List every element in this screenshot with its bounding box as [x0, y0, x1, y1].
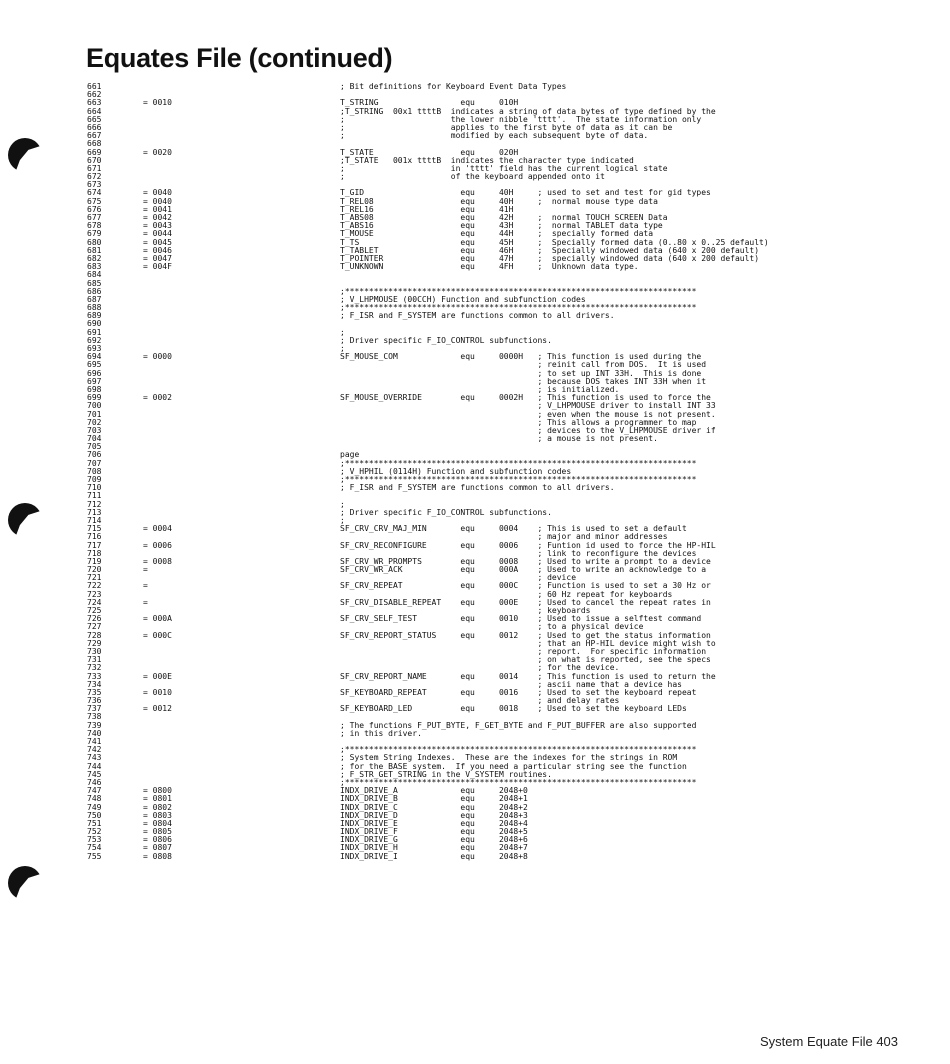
source-text: T_REL16 equ 41H [340, 204, 514, 214]
source-text: T_STRING equ 010H [340, 98, 519, 108]
source-text: ;************************************************************************* [340, 286, 697, 296]
equate-value: = 0012 [143, 704, 172, 714]
source-text: SF_MOUSE_OVERRIDE equ 0002H ; This function is used to force the [340, 393, 711, 403]
source-text: ; Driver specific F_IO_CONTROL subfunctions. [340, 507, 552, 517]
listing-line [0, 337, 950, 345]
listing-line [0, 705, 950, 713]
line-number: 682 [87, 253, 102, 263]
source-text: ; [340, 499, 345, 509]
line-number: 754 [87, 843, 102, 853]
source-text: INDX_DRIVE_B equ 2048+1 [340, 794, 528, 804]
source-text: ;************************************************************************* [340, 303, 697, 313]
source-text: ;************************************************************************* [340, 475, 697, 484]
source-text: ;************************************************************************* [340, 458, 697, 468]
line-number: 666 [87, 122, 102, 132]
source-text: T_TS equ 45H ; Specially formed data (0..80 x 0..25 default) [340, 237, 769, 247]
source-text: ; devices to the V_LHPMOUSE driver if [340, 425, 716, 435]
equate-value: = 0002 [143, 393, 172, 403]
source-text: ; link to reconfigure the devices [340, 548, 697, 558]
equate-value: = 0807 [143, 843, 172, 853]
source-text: SF_CRV_CRV_MAJ_MIN equ 0004 ; This is used to set a default [340, 524, 687, 534]
source-text: ; This allows a programmer to map [340, 417, 697, 427]
equate-value: = [143, 581, 148, 591]
source-text: ; ascii name that a device has [340, 679, 682, 689]
equate-value: = 0004 [143, 524, 172, 534]
equate-value: = 004F [143, 262, 172, 272]
line-number: 661 [87, 82, 102, 91]
line-number: 664 [87, 106, 102, 116]
line-number: 679 [87, 229, 102, 239]
listing-line [0, 484, 950, 492]
line-number: 681 [87, 245, 102, 255]
equate-value: = 0808 [143, 851, 172, 861]
source-text: SF_CRV_RECONFIGURE equ 0006 ; Funtion id used to force the HP-HIL [340, 540, 716, 550]
equate-value: = 0045 [143, 237, 172, 247]
source-text: T_MOUSE equ 44H ; specially formed data [340, 229, 654, 239]
source-text: T_ABS08 equ 42H ; normal TOUCH SCREEN Data [340, 213, 668, 222]
source-text: ; applies to the first byte of data as it can be [340, 122, 673, 132]
source-text: INDX_DRIVE_D equ 2048+3 [340, 810, 528, 820]
source-text: ; keyboards [340, 606, 591, 615]
line-number: 680 [87, 237, 102, 247]
source-text: SF_CRV_SELF_TEST equ 0010 ; Used to issue a selftest command [340, 614, 702, 624]
line-number: 693 [87, 344, 102, 353]
line-number: 732 [87, 663, 102, 673]
source-text: ; The functions F_PUT_BYTE, F_GET_BYTE and F_PUT_BUFFER are also supported [340, 720, 697, 730]
source-text: INDX_DRIVE_C equ 2048+2 [340, 802, 528, 812]
source-text: ; F_ISR and F_SYSTEM are functions common to all drivers. [340, 483, 615, 493]
listing-line [0, 722, 950, 730]
line-number: 670 [87, 155, 102, 165]
line-number: 704 [87, 434, 102, 444]
listing-line [0, 83, 950, 91]
line-number: 712 [87, 499, 102, 509]
line-number: 685 [87, 278, 102, 288]
equate-value: = [143, 597, 148, 607]
source-text: SF_CRV_REPORT_NAME equ 0014 ; This function is used to return the [340, 671, 716, 681]
source-text: SF_CRV_REPORT_STATUS equ 0012 ; Used to get the status information [340, 630, 711, 640]
source-text: T_POINTER equ 47H ; specially windowed data (640 x 200 default) [340, 253, 760, 263]
line-number: 727 [87, 622, 102, 632]
source-text: T_GID equ 40H ; used to set and test for gid types [340, 188, 711, 198]
source-text: ; is initialized. [340, 384, 620, 394]
line-number: 668 [87, 139, 102, 149]
line-number: 748 [87, 794, 102, 804]
source-text: ; V_LHPMOUSE (00CCH) Function and subfunction codes [340, 294, 586, 304]
equate-value: = 0044 [143, 229, 172, 239]
line-number: 739 [87, 720, 102, 730]
line-number: 717 [87, 540, 102, 550]
line-number: 746 [87, 777, 102, 787]
equate-value: = 0043 [143, 221, 172, 231]
line-number: 709 [87, 475, 102, 484]
source-text: ; to set up INT 33H. This is done [340, 368, 702, 378]
line-number: 707 [87, 458, 102, 468]
source-text: SF_CRV_DISABLE_REPEAT equ 000E ; Used to cancel the repeat rates in [340, 597, 711, 607]
line-number: 750 [87, 810, 102, 820]
listing-line [0, 443, 950, 451]
equate-value: = 0006 [143, 540, 172, 550]
line-number: 744 [87, 761, 102, 771]
equate-value: = 0801 [143, 794, 172, 804]
line-number: 696 [87, 368, 102, 378]
source-text: ; in this driver. [340, 728, 422, 738]
source-text: ; a mouse is not present. [340, 434, 658, 444]
line-number: 698 [87, 384, 102, 394]
source-text: ; [340, 327, 345, 337]
source-text: ; major and minor addresses [340, 532, 668, 542]
line-number: 697 [87, 376, 102, 386]
line-number: 699 [87, 393, 102, 403]
source-text: ;************************************************************************* [340, 745, 697, 755]
line-number: 686 [87, 286, 102, 296]
line-number: 672 [87, 172, 102, 182]
line-number: 719 [87, 556, 102, 566]
code-listing [0, 83, 950, 861]
line-number: 701 [87, 409, 102, 419]
line-number: 755 [87, 851, 102, 861]
listing-line [0, 853, 950, 861]
line-number: 694 [87, 352, 102, 362]
equate-value: = [143, 565, 148, 575]
line-number: 753 [87, 835, 102, 845]
source-text: SF_CRV_REPEAT equ 000C ; Function is used to set a 30 Hz or [340, 581, 711, 591]
source-text: ;T_STATE 001x ttttB indicates the character type indicated [340, 155, 634, 165]
source-text: ; Bit definitions for Keyboard Event Data Types [340, 82, 567, 91]
source-text: INDX_DRIVE_H equ 2048+7 [340, 843, 528, 853]
source-text: ; 60 Hz repeat for keyboards [340, 589, 673, 599]
line-number: 667 [87, 131, 102, 141]
listing-line [0, 132, 950, 140]
listing-line [0, 435, 950, 443]
page-title: Equates File (continued) [86, 43, 393, 73]
source-text: ; reinit call from DOS. It is used [340, 360, 707, 370]
equate-value: = 000A [143, 614, 172, 624]
listing-line [0, 312, 950, 320]
equate-value: = 0010 [143, 98, 172, 108]
equate-value: = 0020 [143, 147, 172, 157]
line-number: 730 [87, 646, 102, 656]
line-number: 726 [87, 614, 102, 624]
line-number: 716 [87, 532, 102, 542]
source-text: ; [340, 344, 345, 353]
equate-value: = 000E [143, 671, 172, 681]
source-text: INDX_DRIVE_A equ 2048+0 [340, 786, 528, 796]
line-number: 745 [87, 769, 102, 779]
line-number: 715 [87, 524, 102, 534]
line-number: 737 [87, 704, 102, 714]
line-number: 674 [87, 188, 102, 198]
source-text: INDX_DRIVE_G equ 2048+6 [340, 835, 528, 845]
line-number: 708 [87, 466, 102, 476]
line-number: 700 [87, 401, 102, 411]
source-text: ; F_STR_GET_STRING in the V_SYSTEM routines. [340, 769, 552, 779]
source-text: page [340, 450, 360, 460]
equate-value: = 000C [143, 630, 172, 640]
line-number: 731 [87, 655, 102, 665]
listing-line [0, 730, 950, 738]
equate-value: = 0802 [143, 802, 172, 812]
equate-value: = 0008 [143, 556, 172, 566]
line-number: 742 [87, 745, 102, 755]
page-footer: System Equate File 403 [760, 1034, 899, 1049]
equate-value: = 0800 [143, 786, 172, 796]
source-text: ; the lower nibble 'tttt'. The state information only [340, 114, 702, 124]
line-number: 669 [87, 147, 102, 157]
source-text: ; device [340, 573, 577, 583]
line-number: 752 [87, 827, 102, 837]
line-number: 718 [87, 548, 102, 558]
line-number: 710 [87, 483, 102, 493]
source-text: INDX_DRIVE_I equ 2048+8 [340, 851, 528, 861]
source-text: ;************************************************************************* [340, 777, 697, 787]
equate-value: = 0000 [143, 352, 172, 362]
source-text: INDX_DRIVE_F equ 2048+5 [340, 827, 528, 837]
source-text: T_ABS16 equ 43H ; normal TABLET data type [340, 221, 663, 231]
source-text: ; even when the mouse is not present. [340, 409, 716, 419]
source-text: ; Driver specific F_IO_CONTROL subfunctions. [340, 335, 552, 345]
line-number: 665 [87, 114, 102, 124]
source-text: ; that an HP-HIL device might wish to [340, 638, 716, 648]
source-text: ; F_ISR and F_SYSTEM are functions common to all drivers. [340, 311, 615, 321]
source-text: ; because DOS takes INT 33H when it [340, 376, 707, 386]
equate-value: = 0805 [143, 827, 172, 837]
line-number: 714 [87, 515, 102, 525]
line-number: 729 [87, 638, 102, 648]
line-number: 671 [87, 163, 102, 173]
line-number: 724 [87, 597, 102, 607]
line-number: 749 [87, 802, 102, 812]
source-text: ; in 'tttt' field has the current logical state [340, 163, 668, 173]
source-text: ; V_LHPMOUSE driver to install INT 33 [340, 401, 716, 411]
source-text: T_REL08 equ 40H ; normal mouse type data [340, 196, 658, 206]
equate-value: = 0804 [143, 818, 172, 828]
line-number: 747 [87, 786, 102, 796]
source-text: INDX_DRIVE_E equ 2048+4 [340, 818, 528, 828]
line-number: 662 [87, 90, 102, 100]
source-text: ;T_STRING 00x1 ttttB indicates a string of data bytes of type defined by the [340, 106, 716, 116]
line-number: 740 [87, 728, 102, 738]
line-number: 702 [87, 417, 102, 427]
listing-line [0, 320, 950, 328]
source-text: ; for the device. [340, 663, 620, 673]
source-text: ; to a physical device [340, 622, 644, 632]
line-number: 687 [87, 294, 102, 304]
line-number: 733 [87, 671, 102, 681]
line-number: 741 [87, 737, 102, 746]
equate-value: = 0806 [143, 835, 172, 845]
line-number: 720 [87, 565, 102, 575]
source-text: SF_CRV_WR_ACK equ 000A ; Used to write an acknowledge to a [340, 565, 707, 575]
line-number: 751 [87, 818, 102, 828]
source-text: SF_KEYBOARD_LED equ 0018 ; Used to set the keyboard LEDs [340, 704, 687, 714]
line-number: 676 [87, 204, 102, 214]
line-number: 691 [87, 327, 102, 337]
equate-value: = 0047 [143, 253, 172, 263]
line-number: 711 [87, 491, 102, 501]
line-number: 678 [87, 221, 102, 231]
line-number: 743 [87, 753, 102, 763]
line-number: 728 [87, 630, 102, 640]
source-text: SF_KEYBOARD_REPEAT equ 0016 ; Used to set the keyboard repeat [340, 687, 697, 697]
equate-value: = 0803 [143, 810, 172, 820]
source-text: ; V_HPHIL (0114H) Function and subfunction codes [340, 466, 572, 476]
listing-line [0, 271, 950, 279]
line-number: 683 [87, 262, 102, 272]
listing-line [0, 492, 950, 500]
source-text: ; report. For specific information [340, 646, 707, 656]
source-text: ; modified by each subsequent byte of data. [340, 131, 649, 141]
line-number: 695 [87, 360, 102, 370]
line-number: 721 [87, 573, 102, 583]
line-number: 706 [87, 450, 102, 460]
line-number: 735 [87, 687, 102, 697]
line-number: 688 [87, 303, 102, 313]
line-number: 692 [87, 335, 102, 345]
line-number: 725 [87, 606, 102, 615]
listing-line [0, 173, 950, 181]
source-text: ; System String Indexes. These are the indexes for the strings in ROM [340, 753, 678, 763]
source-text: ; of the keyboard appended onto it [340, 172, 605, 182]
source-text: T_STATE equ 020H [340, 147, 519, 157]
source-text: ; for the BASE system. If you need a particular string see the function [340, 761, 687, 771]
source-text: ; and delay rates [340, 696, 620, 706]
source-text: SF_MOUSE_COM equ 0000H ; This function is used during the [340, 352, 702, 362]
line-number: 705 [87, 442, 102, 452]
line-number: 689 [87, 311, 102, 321]
line-number: 734 [87, 679, 102, 689]
line-number: 684 [87, 270, 102, 280]
line-number: 713 [87, 507, 102, 517]
source-text: ; on what is reported, see the specs [340, 655, 711, 665]
binder-hole-mark [8, 866, 42, 900]
equate-value: = 0010 [143, 687, 172, 697]
source-text: ; [340, 515, 345, 525]
listing-line [0, 509, 950, 517]
equate-value: = 0040 [143, 196, 172, 206]
line-number: 738 [87, 712, 102, 722]
line-number: 677 [87, 213, 102, 222]
source-text: T_TABLET equ 46H ; Specially windowed data (640 x 200 default) [340, 245, 760, 255]
line-number: 723 [87, 589, 102, 599]
line-number: 663 [87, 98, 102, 108]
line-number: 675 [87, 196, 102, 206]
line-number: 736 [87, 696, 102, 706]
source-text: T_UNKNOWN equ 4FH ; Unknown data type. [340, 262, 639, 272]
equate-value: = 0046 [143, 245, 172, 255]
equate-value: = 0042 [143, 213, 172, 222]
equate-value: = 0040 [143, 188, 172, 198]
source-text: SF_CRV_WR_PROMPTS equ 0008 ; Used to write a prompt to a device [340, 556, 711, 566]
line-number: 703 [87, 425, 102, 435]
equate-value: = 0041 [143, 204, 172, 214]
line-number: 690 [87, 319, 102, 329]
line-number: 722 [87, 581, 102, 591]
line-number: 673 [87, 180, 102, 190]
listing-line [0, 263, 950, 271]
